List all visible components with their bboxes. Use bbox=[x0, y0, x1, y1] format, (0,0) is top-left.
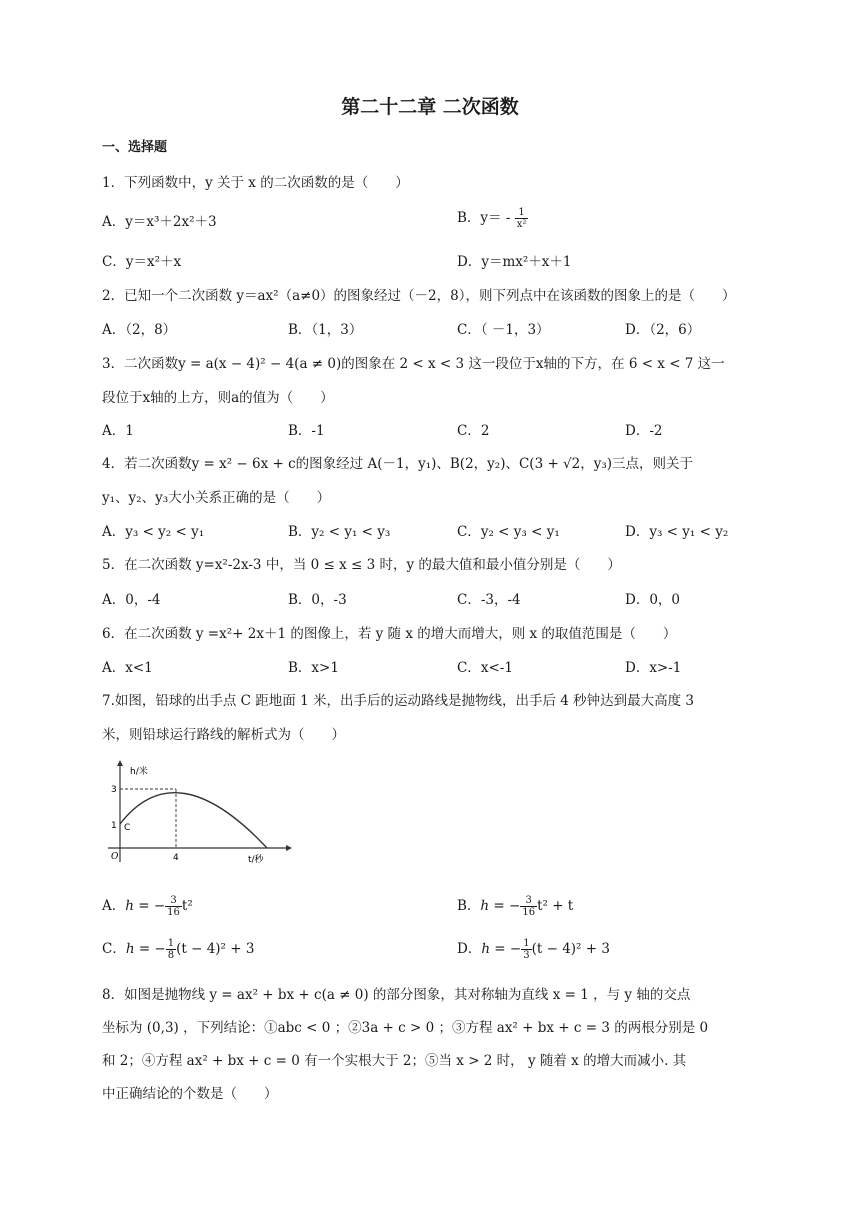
question-3-option-b: B．-1 bbox=[288, 423, 325, 439]
question-7-stem-line-2: 米，则铅球运行路线的解析式为（ ） bbox=[102, 727, 345, 743]
question-7-option-d: D．ℎ = − $\frac{1}{3}$ (t − 4)² + 3 bbox=[457, 938, 610, 961]
question-3-stem-line-2: 段位于x轴的上方，则a的值为（ ） bbox=[102, 390, 334, 406]
question-7-option-a: A．ℎ = − $\frac{3}{16}$ t² bbox=[102, 895, 193, 918]
question-2-stem: 2．已知一个二次函数 y＝ax²（a≠0）的图象经过（－2，8），则下列点中在该函数的图象上的是（ ） bbox=[102, 288, 736, 304]
question-3-option-d: D．-2 bbox=[625, 423, 663, 439]
y-axis-arrow bbox=[117, 760, 123, 766]
question-5-option-c: C．-3，-4 bbox=[457, 592, 521, 608]
question-7-option-c: C．ℎ = − $\frac{1}{8}$ (t − 4)² + 3 bbox=[102, 938, 255, 961]
question-4-option-c: C．y₂ < y₃ < y₁ bbox=[457, 524, 560, 540]
question-5-option-b: B．0，-3 bbox=[288, 592, 347, 608]
question-8-stem-line-2: 坐标为 (0,3) ，下列结论：①abc < 0 ；②3a + c > 0 ；③方程 ax² + bx + c = 3 的两根分别是 0 bbox=[102, 1020, 709, 1036]
question-4-stem-line-1: 4．若二次函数y = x² − 6x + c的图象经过 A(－1，y₁)、B(2，y₂)、C(3 + √2，y₃)三点，则关于 bbox=[102, 456, 694, 472]
question-1-stem: 1．下列函数中，y 关于 x 的二次函数的是（ ） bbox=[102, 175, 409, 191]
question-8-stem-line-1: 8．如图是抛物线 y = ax² + bx + c(a ≠ 0) 的部分图象，其对称轴为直线 x = 1 ，与 y 轴的交点 bbox=[102, 987, 691, 1003]
question-7-stem-line-1: 7.如图，铅球的出手点 C 距地面 1 米，出手后的运动路线是抛物线，出手后 4 秒钟达到最大高度 3 bbox=[102, 693, 695, 709]
parabola-curve bbox=[120, 793, 267, 848]
y-axis-label: h/米 bbox=[130, 767, 148, 777]
question-8-stem-line-4: 中正确结论的个数是（ ） bbox=[102, 1086, 278, 1102]
question-6-option-d: D．x>-1 bbox=[625, 660, 682, 676]
fraction: $\frac{1}{\text{x²}}$ bbox=[516, 207, 527, 230]
question-3-stem-line-1: 3．二次函数y = a(x − 4)² − 4(a ≠ 0)的图象在 2 < x < 3 这一段位于x轴的下方，在 6 < x < 7 这一 bbox=[102, 356, 725, 372]
question-5-option-a: A．0，-4 bbox=[102, 592, 161, 608]
question-1-option-a: A．y＝x³＋2x²＋3 bbox=[102, 214, 217, 230]
question-5-stem: 5．在二次函数 y=x²-2x-3 中，当 0 ≤ x ≤ 3 时，y 的最大值和最小值分别是（ ） bbox=[102, 557, 621, 573]
question-6-stem: 6．在二次函数 y =x²+ 2x＋1 的图像上，若 y 随 x 的增大而增大，则 x 的取值范围是（ ） bbox=[102, 626, 677, 642]
origin-label: O bbox=[111, 852, 119, 862]
fraction: $\frac{1}{3}$ bbox=[523, 938, 530, 961]
question-1-option-d: D．y＝mx²＋x＋1 bbox=[457, 254, 572, 270]
x-axis-label: t/秒 bbox=[248, 855, 264, 865]
question-6-option-a: A．x<1 bbox=[102, 660, 153, 676]
question-1-option-c: C．y＝x²＋x bbox=[102, 254, 182, 270]
question-2-option-c: C．（ －1，3） bbox=[457, 322, 550, 338]
point-c-label: C bbox=[124, 823, 131, 833]
question-4-stem-line-2: y₁、y₂、y₃大小关系正确的是（ ） bbox=[102, 490, 331, 506]
question-6-option-b: B．x>1 bbox=[288, 660, 339, 676]
question-4-option-b: B．y₂ < y₁ < y₃ bbox=[288, 524, 391, 540]
x-axis-arrow bbox=[286, 845, 292, 851]
question-2-option-d: D．（2，6） bbox=[625, 322, 701, 338]
question-8-stem-line-3: 和 2；④方程 ax² + bx + c = 0 有一个实根大于 2；⑤当 x > 2 时， y 随着 x 的增大而减小. 其 bbox=[102, 1053, 687, 1069]
question-2-option-b: B．（1，3） bbox=[288, 322, 363, 338]
tick-label-4: 4 bbox=[173, 853, 179, 863]
question-4-option-d: D．y₃ < y₁ < y₂ bbox=[625, 524, 729, 540]
tick-label-3: 3 bbox=[111, 785, 117, 795]
fraction: $\frac{1}{8}$ bbox=[167, 938, 175, 961]
question-4-option-a: A．y₃ < y₂ < y₁ bbox=[102, 524, 205, 540]
fraction: $\frac{3}{16}$ bbox=[167, 895, 180, 918]
fraction: $\frac{3}{16}$ bbox=[522, 895, 536, 918]
tick-label-1: 1 bbox=[111, 821, 117, 831]
question-3-option-a: A．1 bbox=[102, 423, 134, 439]
question-7-option-b: B．ℎ = − $\frac{3}{16}$ t² + t bbox=[457, 895, 574, 918]
question-2-option-a: A．（2，8） bbox=[102, 322, 177, 338]
question-6-option-c: C．x<-1 bbox=[457, 660, 513, 676]
shot-put-trajectory-figure bbox=[102, 758, 292, 870]
question-3-option-c: C．2 bbox=[457, 423, 490, 439]
section-heading: 一、选择题 bbox=[102, 140, 168, 155]
question-5-option-d: D．0，0 bbox=[625, 592, 681, 608]
page-title: 第二十二章 二次函数 bbox=[341, 96, 519, 118]
question-1-option-b: B．y＝ - $\frac{1}{\text{x²}}$ bbox=[457, 207, 527, 230]
